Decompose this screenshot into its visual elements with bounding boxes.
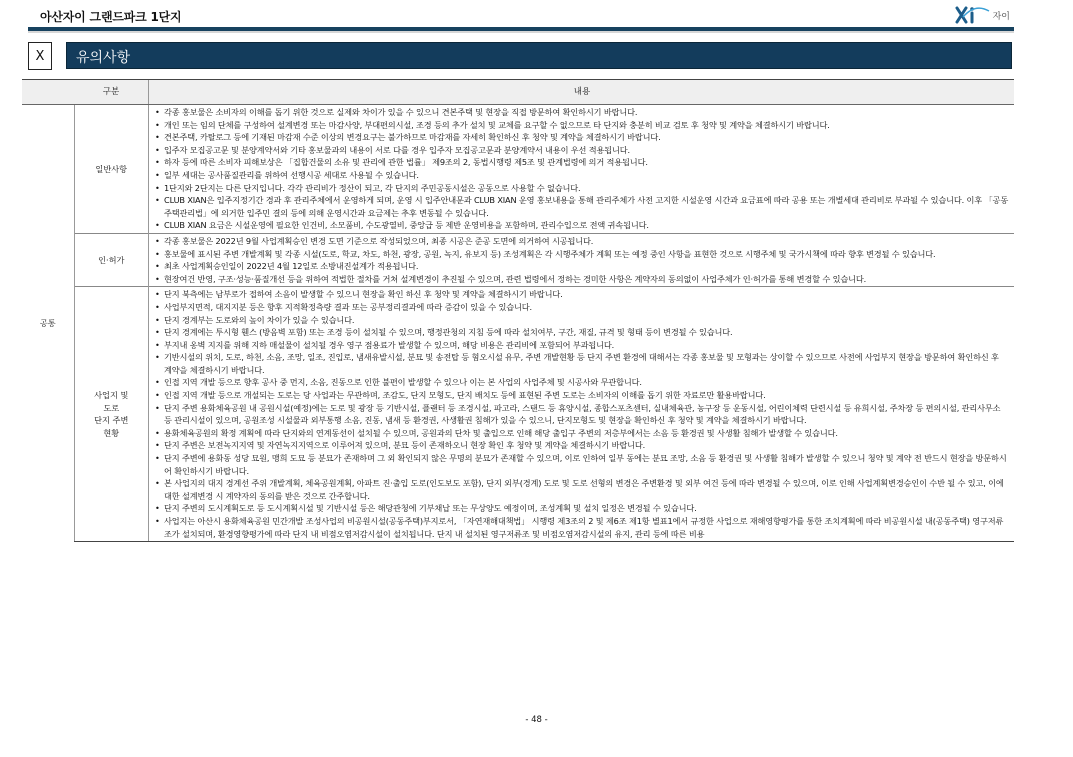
list-item: • 단지 주변 용화체육공원 내 공원시설(예정)에는 도로 및 광장 등 기반시설, 플랜터 등 조경시설, 파고라, 스탠드 등 휴양시설, 종합스포츠센터, 실내체육관, 농구장 등 운동시설, 어린이체력 단련시설 등 유희시설, 주차장 등 편의시설, 관리사무소 등 관리시설이 있으며, 공원조성 시설물과 외부통행 소음, 진동, 냄새 등 환경권, 사생활권 침해가 있을 수 있으니, 단지모형도 및 현장을 확인하신 후 청약 및 계약을 체결하시기 바랍니다.: [155, 402, 1009, 427]
table-row-general: [22, 105, 1014, 234]
page-number: - 48 -: [525, 715, 548, 725]
column-header-content: 내용: [149, 80, 1015, 105]
section-title-bar: [66, 42, 1012, 69]
row-label-general: 일반사항: [74, 105, 149, 234]
list-item: • 용화체육공원의 확정 계획에 따라 단지와의 연계동선이 설치될 수 있으며, 공원과의 단차 및 출입으로 인해 해당 출입구 주변의 저층부에서는 소음 등 환경권 및 사생활 침해가 발생할 수 있습니다.: [155, 427, 1009, 440]
list-item: • 인접 지역 개발 등으로 향후 공사 중 먼지, 소음, 진동으로 인한 불편이 발생할 수 있으나 이는 본 사업의 사업주체 및 시공사와 무관합니다.: [155, 376, 1009, 389]
document-title: 아산자이 그랜드파크 1단지: [40, 10, 182, 24]
list-item: • 부지내 옹벽 지지를 위해 지하 매설물이 설치될 경우 영구 점용료가 발생할 수 있으며, 해당 비용은 관리비에 포함되어 부과됩니다.: [155, 339, 1009, 352]
xi-logo-icon: [955, 5, 991, 25]
row-label-line: 현황: [103, 427, 120, 438]
list-item: • 단지 주변은 보전녹지지역 및 자연녹지지역으로 이루어져 있으며, 분묘 등이 존재하오니 현장 확인 후 청약 및 계약을 체결하시기 바랍니다.: [155, 439, 1009, 452]
list-item: • 홍보물에 표시된 주변 개발계획 및 각종 시설(도로, 학교, 차도, 하천, 광장, 공원, 녹지, 유보지 등) 조성계획은 각 시행주체가 계획 또는 예정 중인 사항을 표현한 것으로 시행주체 및 국가시책에 따라 향후 변경될 수 있습니다.: [155, 248, 1009, 261]
list-item: • 견본주택, 카탈로그 등에 기재된 마감재 수준 이상의 변경요구는 불가하므로 마감재를 자세히 확인하신 후 청약 및 계약을 체결하시기 바랍니다.: [155, 131, 1009, 144]
list-item: • 단지 주변에 용화동 성당 묘원, 맹희 도묘 등 분묘가 존재하며 그 외 확인되지 않은 무명의 분묘가 존재할 수 있으며, 이로 인하여 일부 동에는 분묘 조망, 소음 등 환경권 및 사생활 침해가 발생할 수 있으니 청약 및 계약 전 반드시 현장을 방문하시어 확인하시기 바랍니다.: [155, 452, 1009, 477]
notice-table: [22, 79, 1014, 542]
list-item: • 입주자 모집공고문 및 분양계약서와 기타 홍보물과의 내용이 서로 다를 경우 입주자 모집공고문과 분양계약서 내용이 우선 적용됩니다.: [155, 144, 1009, 157]
header-rule-shadow: [28, 31, 1014, 33]
row-label-line: 도로: [103, 402, 120, 413]
list-item: • 일부 세대는 공사품질관리를 위하여 선행시공 세대로 사용될 수 있습니다.: [155, 169, 1009, 182]
document-header: [28, 2, 1014, 28]
list-item: • 단지 주변의 도시계획도로 등 도시계획시설 및 기반시설 등은 해당관청에 기부채납 또는 무상양도 예정이며, 조성계획 및 설치 일정은 변경될 수 있습니다.: [155, 502, 1009, 515]
row-content-permits: [149, 233, 1015, 286]
list-item: • 각종 홍보물은 소비자의 이해를 돕기 위한 것으로 실제와 차이가 있을 수 있으니 견본주택 및 현장을 직접 방문하여 확인하시기 바랍니다.: [155, 106, 1009, 119]
list-item: • 개인 또는 임의 단체를 구성하여 설계변경 또는 마감사양, 부대편의시설, 조경 등의 추가 설치 및 교체를 요구할 수 없으므로 타 단지와 충분히 비교 검토 후 청약 및 계약을 체결하시기 바랍니다.: [155, 119, 1009, 132]
list-item: • CLUB XIAN은 입주지정기간 경과 후 관리주체에서 운영하게 되며, 운영 시 입주안내문과 CLUB XIAN 운영 홍보내용을 통해 관리주체가 사전 고지한 시설운영 시간과 요금표에 따라 공용 또는 개별세대 관리비로 부과될 수 있습니다. 이후 「공동주택관리법」에 의거한 입주민 결의 등에 의해 운영시간과 요금제는 추후 변동될 수 있습니다.: [155, 194, 1009, 219]
list-item: • 단지 북측에는 남부로가 접하여 소음이 발생할 수 있으니 현장을 확인 하신 후 청약 및 계약을 체결하시기 바랍니다.: [155, 288, 1009, 301]
logo-text: 자이: [992, 12, 1010, 22]
list-item: • 각종 홍보물은 2022년 9월 사업계획승인 변경 도면 기준으로 작성되었으며, 최종 시공은 준공 도면에 의거하여 시공됩니다.: [155, 235, 1009, 248]
column-header-category: 구분: [74, 80, 149, 105]
list-item: • 사업지는 아산시 용화체육공원 민간개발 조성사업의 비공원시설(공동주택)부지로서, 「자연재해대책법」 시행령 제3조의 2 및 제6조 제1항 별표1에서 규정한 사업으로 재해영향평가를 통한 조치계획에 따라 비공원시설 내(공동주택) 영구저류조가 설치되며, 환경영향평가에 따라 단지 내 비점오염저감시설이 설치됩니다. 단지 내 설치된 영구저류조 및 비점오염저감시설의 유지, 관리 등에 따른 비용: [155, 515, 1009, 540]
item-list: [155, 235, 1009, 285]
group-label: 공통: [39, 318, 56, 329]
row-label-line: 단지 주변: [94, 415, 129, 426]
row-label-permits: 인·허가: [74, 233, 149, 286]
list-item: • CLUB XIAN 요금은 시설운영에 필요한 인건비, 소모품비, 수도광열비, 중앙급 등 제반 운영비용을 포함하며, 관리수입으로 전액 귀속됩니다.: [155, 219, 1009, 232]
brand-logo: [955, 3, 1010, 25]
row-content-site: [149, 287, 1015, 542]
table-row-site: [22, 287, 1014, 542]
row-content-general: [149, 105, 1015, 234]
item-list: [155, 288, 1009, 540]
list-item: • 하자 등에 따른 소비자 피해보상은 「집합건물의 소유 및 관리에 관한 법률」 제9조의 2, 동법시행령 제5조 및 관계법령에 의거 적용됩니다.: [155, 156, 1009, 169]
section-title: 유의사항: [76, 50, 131, 66]
table-row-permits: [22, 233, 1014, 286]
row-label-line: 사업지 및: [94, 390, 129, 401]
list-item: • 최초 사업계획승인일이 2022년 4월 12일로 소방내진설계가 적용됩니다.: [155, 260, 1009, 273]
row-label-site: [74, 287, 149, 542]
list-item: • 1단지와 2단지는 다른 단지입니다. 각각 관리비가 정산이 되고, 각 단지의 주민공동시설은 공동으로 사용할 수 없습니다.: [155, 182, 1009, 195]
list-item: • 현장여건 반영, 구조·성능·품질개선 등을 위하여 적법한 절차를 거쳐 설계변경이 추진될 수 있으며, 관련 법령에서 정하는 경미한 사항은 계약자의 동의없이 사업주체가 인·허가를 통해 변경할 수 있습니다.: [155, 273, 1009, 286]
header-spacer: [22, 80, 74, 105]
list-item: • 기반시설의 위치, 도로, 하천, 소음, 조망, 일조, 진입로, 냄새유발시설, 분묘 및 송전탑 등 혐오시설 유무, 주변 개발현황 등 단지 주변 환경에 대해서는 각종 홍보물 및 모형과는 상이할 수 있으므로 사전에 사업부지 현장을 방문하여 확인하신 후 계약을 체결하시기 바랍니다.: [155, 351, 1009, 376]
list-item: • 본 사업지의 대지 경계선 주위 개발계획, 체육공원계획, 아파트 진·출입 도로(인도보도 포함), 단지 외부(경계) 도로 및 도로 선형의 변경은 주변환경 및 외부 여건 등에 따라 변경될 수 있으며, 이로 인해 사업계획변경승인이 수반 될 수 있고, 이에 대한 설계변경 시 계약자의 동의를 받은 것으로 간주합니다.: [155, 477, 1009, 502]
list-item: • 단지 경계에는 투시형 휀스 (방음벽 포함) 또는 조경 등이 설치될 수 있으며, 행정관청의 지침 등에 따라 설치여부, 구간, 재질, 규격 및 형태 등이 변경될 수 있습니다.: [155, 326, 1009, 339]
list-item: • 인접 지역 개발 등으로 개설되는 도로는 당 사업과는 무관하며, 조감도, 단지 모형도, 단지 배치도 등에 표현된 주변 도로는 소비자의 이해를 돕기 위한 자료로만 활용바랍니다.: [155, 389, 1009, 402]
item-list: [155, 106, 1009, 232]
list-item: • 단지 경계부는 도로와의 높이 차이가 있을 수 있습니다.: [155, 314, 1009, 327]
list-item: • 사업부지면적, 대지지분 등은 향후 지적확정측량 결과 또는 공부정리결과에 따라 증감이 있을 수 있습니다.: [155, 301, 1009, 314]
section-number: X: [28, 42, 52, 70]
